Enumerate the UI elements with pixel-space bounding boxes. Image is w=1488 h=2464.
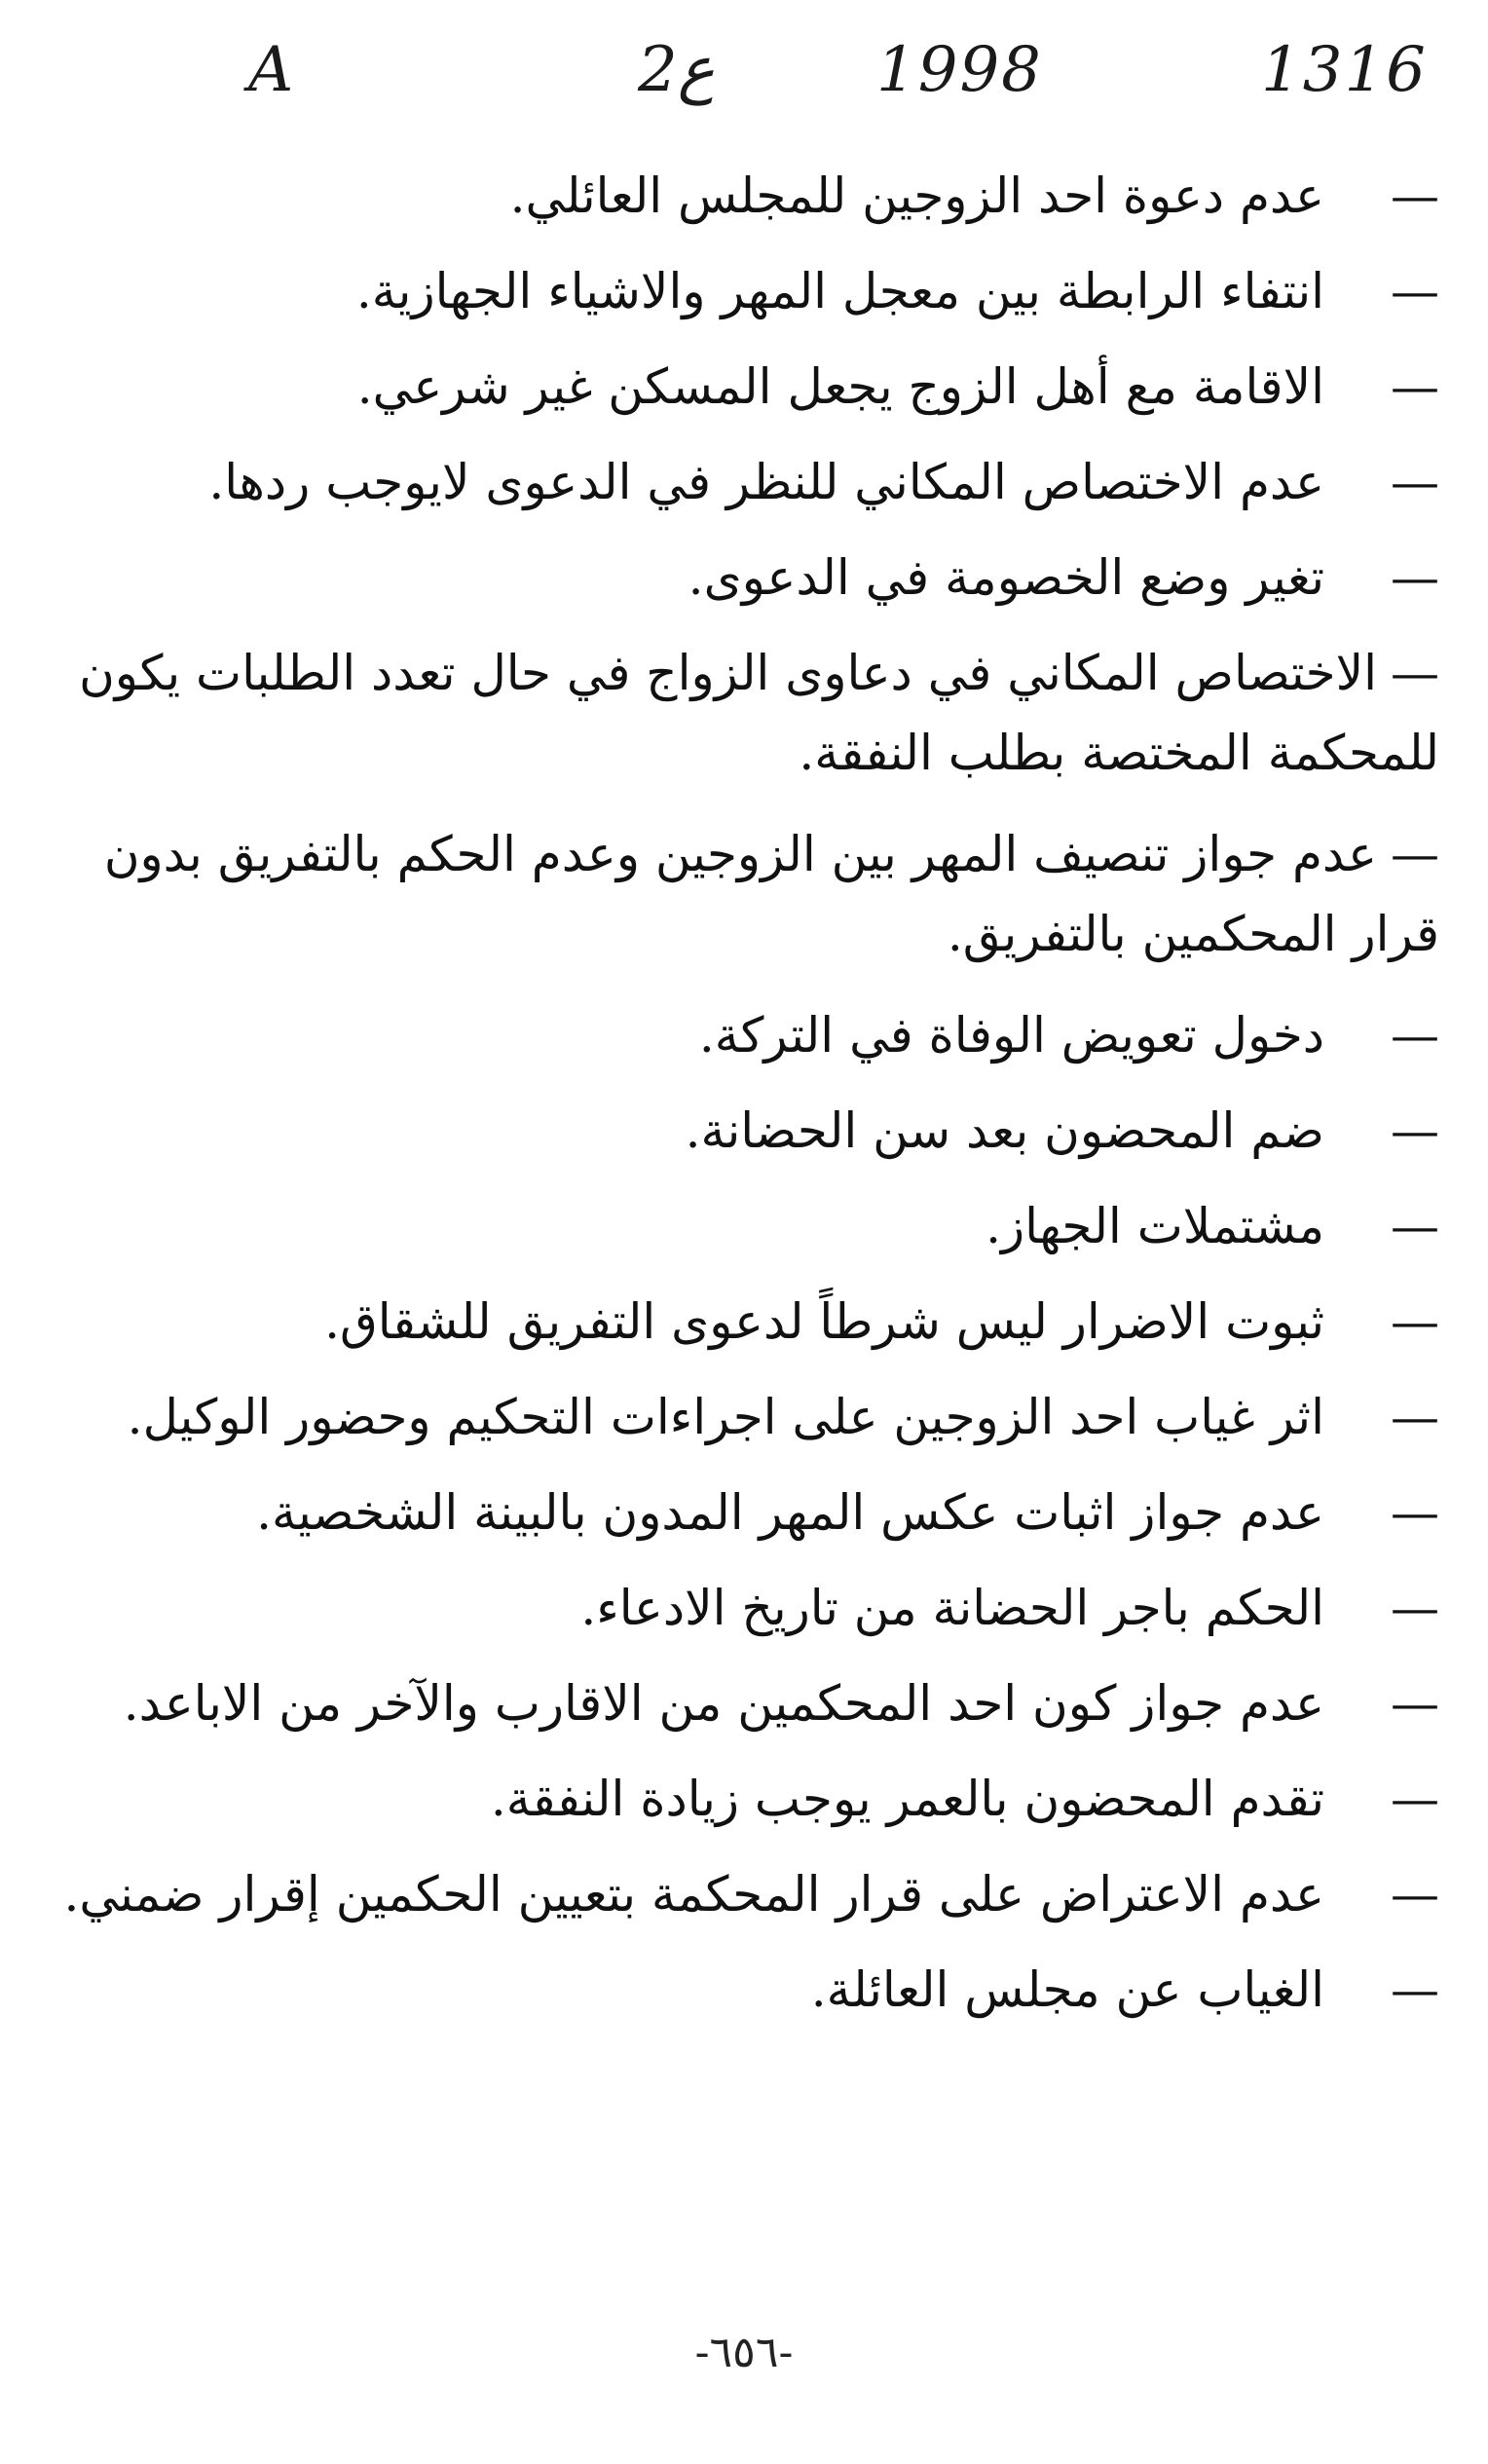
list-item-text: تقدم المحضون بالعمر يوجب زيادة النفقة. <box>490 1771 1324 1827</box>
list-item <box>49 1282 1439 1362</box>
list-item <box>49 1759 1439 1839</box>
dash-bullet: — <box>1391 454 1439 510</box>
list-item <box>49 633 1439 793</box>
list-item <box>49 1950 1439 2030</box>
list-item <box>49 1663 1439 1743</box>
list-item <box>49 1854 1439 1934</box>
list-item-text: عدم الاختصاص المكاني للنظر في الدعوى لايوجب ردها. <box>208 454 1324 510</box>
list-item-text: انتفاء الرابطة بين معجل المهر والاشياء الجهازية. <box>355 263 1324 319</box>
list-item <box>49 251 1439 331</box>
list-item <box>49 442 1439 522</box>
dash-bullet: — <box>1391 358 1439 415</box>
dash-bullet: — <box>1391 1771 1439 1827</box>
list-item-text: تغير وضع الخصومة في الدعوى. <box>688 549 1324 606</box>
dash-bullet: — <box>1391 1102 1439 1159</box>
dash-bullet: — <box>1391 1198 1439 1254</box>
list-item <box>49 1473 1439 1552</box>
handwritten-mark-2: 2ع <box>638 34 715 106</box>
list-item-text: عدم جواز كون احد المحكمين من الاقارب والآخر من الاباعد. <box>123 1675 1324 1732</box>
dash-bullet: — <box>1391 1961 1439 2018</box>
list-item <box>49 347 1439 427</box>
list-item-text: دخول تعويض الوفاة في التركة. <box>698 1007 1324 1064</box>
list-item-text: مشتملات الجهاز. <box>986 1198 1324 1254</box>
list-item <box>49 1091 1439 1171</box>
dash-bullet: — <box>1391 826 1439 882</box>
list-item-text: اثر غياب احد الزوجين على اجراءات التحكيم وحضور الوكيل. <box>127 1389 1324 1445</box>
dash-bullet: — <box>1391 1866 1439 1923</box>
list-item-text: عدم دعوة احد الزوجين للمجلس العائلي. <box>509 168 1324 224</box>
item-list <box>49 156 1439 2045</box>
list-item <box>49 814 1439 974</box>
list-item-text: عدم الاعتراض على قرار المحكمة بتعيين الحكمين إقرار ضمني. <box>63 1866 1324 1923</box>
list-item-text: ثبوت الاضرار ليس شرطاً لدعوى التفريق للشقاق. <box>324 1293 1324 1350</box>
list-item <box>49 156 1439 236</box>
list-item <box>49 995 1439 1075</box>
handwritten-mark-3: 1998 <box>876 34 1043 106</box>
dash-bullet: — <box>1391 549 1439 606</box>
list-item-text: الاقامة مع أهل الزوج يجعل المسكن غير شرعي. <box>356 358 1324 415</box>
dash-bullet: — <box>1391 645 1439 701</box>
dash-bullet: — <box>1391 263 1439 319</box>
dash-bullet: — <box>1391 1484 1439 1541</box>
list-item <box>49 1186 1439 1266</box>
handwritten-mark-4: 1316 <box>1261 34 1428 106</box>
dash-bullet: — <box>1391 1675 1439 1732</box>
list-item <box>49 1568 1439 1648</box>
dash-bullet: — <box>1391 1580 1439 1636</box>
list-item-text: عدم جواز تنصيف المهر بين الزوجين وعدم الحكم بالتفريق بدون قرار المحكمين بالتفريق. <box>103 826 1439 962</box>
list-item <box>49 538 1439 617</box>
list-item-text: الاختصاص المكاني في دعاوى الزواج في حال تعدد الطلبات يكون للمحكمة المختصة بطلب النفقة. <box>79 645 1439 781</box>
dash-bullet: — <box>1391 168 1439 224</box>
list-item-text: الحكم باجر الحضانة من تاريخ الادعاء. <box>580 1580 1324 1636</box>
dash-bullet: — <box>1391 1007 1439 1064</box>
page-number: -٦٥٦- <box>694 2328 794 2377</box>
dash-bullet: — <box>1391 1293 1439 1350</box>
list-item-text: عدم جواز اثبات عكس المهر المدون بالبينة الشخصية. <box>256 1484 1324 1541</box>
list-item <box>49 1377 1439 1457</box>
handwritten-mark-1: A <box>248 34 296 106</box>
list-item-text: ضم المحضون بعد سن الحضانة. <box>685 1102 1324 1159</box>
dash-bullet: — <box>1391 1389 1439 1445</box>
list-item-text: الغياب عن مجلس العائلة. <box>810 1961 1324 2018</box>
